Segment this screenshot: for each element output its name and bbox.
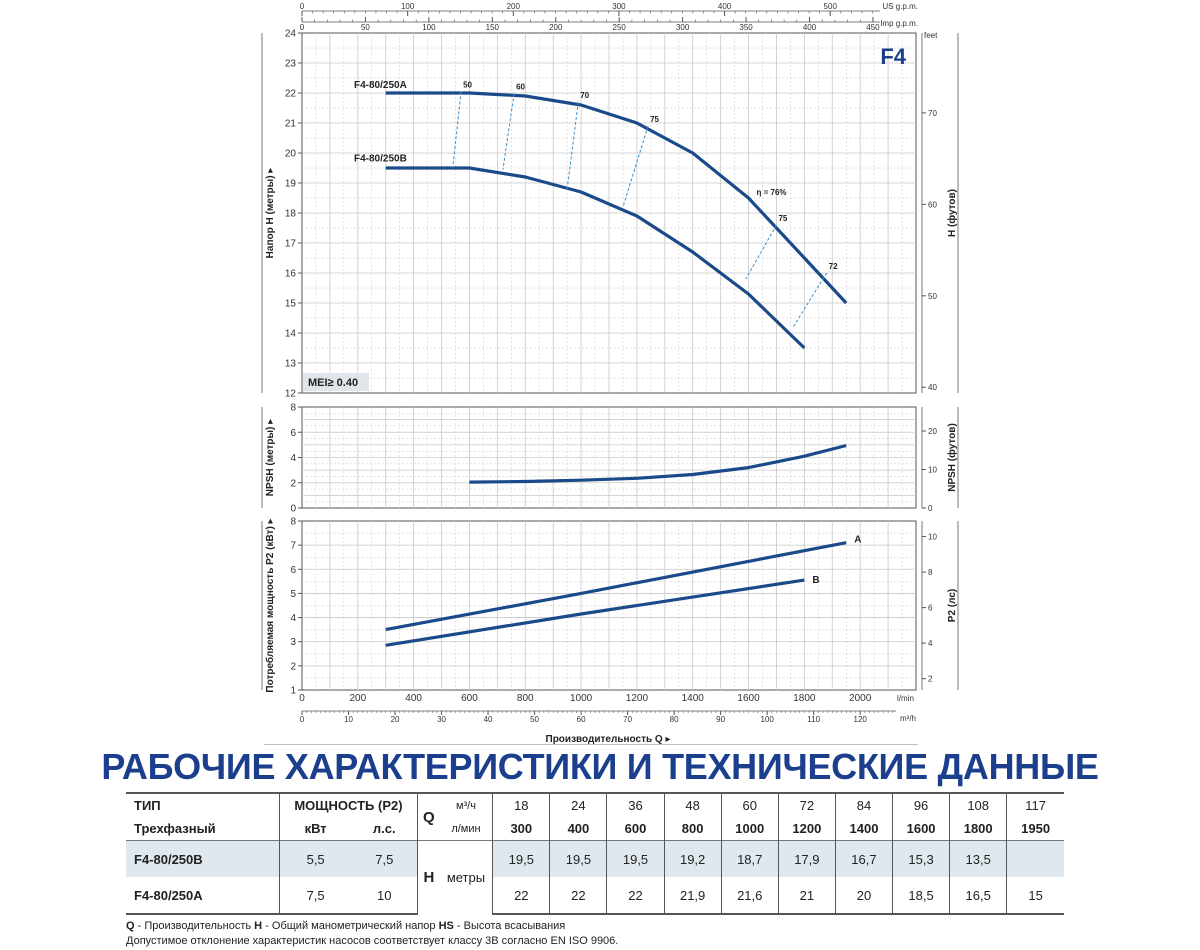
h-cell: 19,5 xyxy=(493,841,550,878)
x-axis-title: Производительность Q ▸ xyxy=(545,734,671,745)
type-header: ТИП xyxy=(126,793,279,817)
h-cell: 21,9 xyxy=(664,877,721,914)
y-tick-label: 5 xyxy=(290,588,296,600)
right-tick-label: 70 xyxy=(928,108,937,118)
legend-h-text: - Общий манометрический напор xyxy=(262,920,439,932)
impgpm-tick-label: 450 xyxy=(866,23,880,32)
y-tick-label: 6 xyxy=(290,564,296,576)
m3h-tick-label: 20 xyxy=(390,715,400,724)
q-lmin-cell: 1600 xyxy=(893,817,950,841)
y-axis-title: Напор H (метры) ▸ xyxy=(265,167,276,259)
h-cell: 19,2 xyxy=(664,841,721,878)
m3h-tick-label: 60 xyxy=(576,715,586,724)
h-cell: 18,7 xyxy=(721,841,778,878)
y-tick-label: 24 xyxy=(284,28,296,40)
y-tick-label: 6 xyxy=(290,427,296,439)
q-unit-lmin: л/мин xyxy=(440,817,493,841)
y-tick-label: 15 xyxy=(284,298,296,310)
series-label: A xyxy=(854,534,862,546)
y-tick-label: 20 xyxy=(284,148,296,160)
q-lmin-cell: 300 xyxy=(493,817,550,841)
usgpm-tick-label: 100 xyxy=(400,2,415,11)
y-tick-label: 22 xyxy=(284,88,296,100)
q-m3h-cell: 108 xyxy=(950,793,1007,817)
legend-line xyxy=(126,920,565,932)
impgpm-tick-label: 400 xyxy=(802,23,817,32)
h-cell: 22 xyxy=(607,877,664,914)
legend-q-key: Q xyxy=(126,920,135,932)
hp-header: л.с. xyxy=(351,817,417,841)
tolerance-note: Допустимое отклонение характеристик насосов соответствует классу 3B согласно EN ISO 9906. xyxy=(126,935,619,947)
q-m3h-cell: 48 xyxy=(664,793,721,817)
feet-unit: feet xyxy=(924,31,938,40)
m3h-tick-label: 50 xyxy=(530,715,540,724)
q-lmin-cell: 1200 xyxy=(778,817,835,841)
x-tick-label: 1800 xyxy=(793,693,816,704)
x-tick-label: 1400 xyxy=(681,693,704,704)
h-cell: 21,6 xyxy=(721,877,778,914)
usgpm-tick-label: 300 xyxy=(612,2,626,11)
usgpm-unit: US g.p.m. xyxy=(882,2,918,11)
efficiency-peak-label: η = 76% xyxy=(756,188,787,197)
x-tick-label: 2000 xyxy=(849,693,872,704)
y-tick-label: 23 xyxy=(284,58,296,70)
hp-cell: 10 xyxy=(351,877,417,914)
section-heading: РАБОЧИЕ ХАРАКТЕРИСТИКИ И ТЕХНИЧЕСКИЕ ДАННЫЕ xyxy=(101,746,1099,787)
h-cell: 21 xyxy=(778,877,835,914)
q-m3h-cell: 117 xyxy=(1007,793,1064,817)
right-tick-label: 20 xyxy=(928,427,937,437)
legend-hs-key: HS xyxy=(438,920,454,932)
m3h-tick-label: 70 xyxy=(623,715,633,724)
impgpm-unit: Imp g.p.m. xyxy=(880,19,918,28)
y-tick-label: 2 xyxy=(290,478,296,490)
y-tick-label: 4 xyxy=(290,613,296,625)
y-tick-label: 13 xyxy=(284,358,296,370)
right-tick-label: 50 xyxy=(928,291,937,301)
impgpm-tick-label: 250 xyxy=(612,23,626,32)
table-header-row-2 xyxy=(126,817,1064,841)
efficiency-label: 72 xyxy=(828,262,838,271)
y-tick-label: 2 xyxy=(290,661,296,673)
impgpm-tick-label: 100 xyxy=(422,23,436,32)
impgpm-tick-label: 350 xyxy=(739,23,753,32)
x-tick-label: 0 xyxy=(299,693,305,704)
q-m3h-cell: 18 xyxy=(493,793,550,817)
q-unit-m3h: м³/ч xyxy=(440,793,493,817)
series-label: B xyxy=(812,575,820,587)
x-tick-label: 1000 xyxy=(569,693,593,704)
q-lmin-cell: 1800 xyxy=(950,817,1007,841)
mei-label: MEI≥ 0.40 xyxy=(308,377,359,389)
series-label: F4-80/250B xyxy=(354,153,407,165)
series-label: F4-80/250A xyxy=(354,80,407,91)
y-axis-title: NPSH (метры) ▸ xyxy=(265,418,276,497)
usgpm-tick-label: 0 xyxy=(299,2,305,11)
badge: F4 xyxy=(880,44,906,69)
impgpm-tick-label: 0 xyxy=(299,23,305,32)
y-tick-label: 8 xyxy=(290,402,296,414)
q-m3h-cell: 24 xyxy=(550,793,607,817)
m3h-tick-label: 0 xyxy=(299,715,305,724)
q-m3h-cell: 96 xyxy=(893,793,950,817)
y-axis-right-title: NPSH (футов) xyxy=(947,423,958,492)
kw-cell: 7,5 xyxy=(279,877,351,914)
efficiency-label: 60 xyxy=(516,82,526,92)
kw-header: кВт xyxy=(304,821,327,836)
m3h-tick-label: 10 xyxy=(344,715,353,724)
y-tick-label: 4 xyxy=(290,453,296,464)
legend-hs-text: - Высота всасывания xyxy=(453,920,566,932)
q-lmin-cell: 1000 xyxy=(721,817,778,841)
efficiency-label: 75 xyxy=(650,115,659,124)
m3h-tick-label: 110 xyxy=(807,715,821,724)
right-tick-label: 8 xyxy=(928,568,933,578)
m3h-tick-label: 30 xyxy=(437,715,446,724)
y-tick-label: 17 xyxy=(284,238,296,250)
h-cell: 19,5 xyxy=(550,841,607,878)
y-tick-label: 1 xyxy=(290,685,296,697)
h-cell: 13,5 xyxy=(950,841,1007,878)
y-tick-label: 3 xyxy=(290,637,296,649)
y-tick-label: 0 xyxy=(290,503,296,515)
y-tick-label: 18 xyxy=(284,208,296,220)
usgpm-tick-label: 500 xyxy=(823,2,837,11)
y-axis-right-title: P2 (лс) xyxy=(947,588,958,623)
h-cell: 16,5 xyxy=(950,877,1007,914)
y-axis-title: Потребляемая мощность P2 (кВт) ▸ xyxy=(265,518,276,693)
h-letter: H xyxy=(418,841,440,915)
model-cell: F4-80/250A xyxy=(126,877,279,914)
h-cell: 22 xyxy=(550,877,607,914)
table-header-row-1 xyxy=(126,793,1064,817)
legend-h-key: H xyxy=(254,920,263,932)
x-tick-label: 1600 xyxy=(737,693,760,704)
m3h-unit: m³/h xyxy=(900,714,916,723)
right-tick-label: 0 xyxy=(928,504,933,513)
q-lmin-cell: 400 xyxy=(550,817,607,841)
phase-header: Трехфазный xyxy=(126,817,279,841)
right-tick-label: 6 xyxy=(928,603,933,613)
right-tick-label: 2 xyxy=(928,674,933,684)
x-tick-label: 400 xyxy=(405,693,422,704)
usgpm-tick-label: 400 xyxy=(717,2,732,11)
power-header: МОЩНОСТЬ (P2) xyxy=(279,793,417,817)
y-tick-label: 19 xyxy=(284,178,296,190)
y-tick-label: 16 xyxy=(284,268,296,280)
h-cell: 19,5 xyxy=(607,841,664,878)
right-tick-label: 40 xyxy=(928,383,937,393)
h-unit: метры xyxy=(440,841,493,915)
x-tick-label: 1200 xyxy=(625,693,649,704)
h-cell: 16,7 xyxy=(835,841,892,878)
h-cell xyxy=(1007,841,1064,878)
h-cell: 17,9 xyxy=(778,841,835,878)
model-cell: F4-80/250B xyxy=(126,841,279,878)
q-lmin-cell: 800 xyxy=(664,817,721,841)
y-tick-label: 8 xyxy=(290,516,296,528)
efficiency-label: 50 xyxy=(463,80,472,90)
technical-data-table xyxy=(126,792,1064,915)
right-tick-label: 10 xyxy=(928,532,937,542)
y-axis-right-title: H (футов) xyxy=(947,189,958,237)
right-tick-label: 10 xyxy=(928,465,937,475)
h-cell: 15 xyxy=(1007,877,1064,914)
m3h-tick-label: 80 xyxy=(669,715,679,724)
y-tick-label: 21 xyxy=(284,118,296,130)
impgpm-tick-label: 50 xyxy=(360,23,370,32)
efficiency-label: 75 xyxy=(778,214,788,223)
m3h-tick-label: 120 xyxy=(853,715,867,724)
hp-cell: 7,5 xyxy=(351,841,417,878)
y-tick-label: 12 xyxy=(284,388,296,400)
q-m3h-cell: 60 xyxy=(721,793,778,817)
q-m3h-cell: 36 xyxy=(607,793,664,817)
table-row xyxy=(126,841,1064,878)
q-letter: Q xyxy=(418,793,440,841)
q-m3h-cell: 84 xyxy=(835,793,892,817)
table-row xyxy=(126,877,1064,914)
h-cell: 20 xyxy=(835,877,892,914)
y-tick-label: 14 xyxy=(284,328,296,340)
lmin-unit: l/min xyxy=(897,694,914,703)
q-lmin-cell: 600 xyxy=(607,817,664,841)
legend-q-text: - Производительность xyxy=(134,920,255,932)
h-cell: 22 xyxy=(493,877,550,914)
impgpm-tick-label: 200 xyxy=(549,23,563,32)
y-tick-label: 7 xyxy=(290,540,296,552)
x-tick-label: 200 xyxy=(349,693,367,704)
impgpm-tick-label: 150 xyxy=(485,23,499,32)
q-lmin-cell: 1400 xyxy=(835,817,892,841)
h-cell: 18,5 xyxy=(893,877,950,914)
x-tick-label: 800 xyxy=(516,693,534,704)
right-tick-label: 4 xyxy=(928,639,933,649)
m3h-tick-label: 40 xyxy=(483,715,493,724)
q-lmin-cell: 1950 xyxy=(1021,821,1051,836)
m3h-tick-label: 90 xyxy=(716,715,726,724)
m3h-tick-label: 100 xyxy=(760,715,774,724)
right-tick-label: 60 xyxy=(928,200,937,210)
usgpm-tick-label: 200 xyxy=(506,2,520,11)
x-tick-label: 600 xyxy=(461,693,478,704)
impgpm-tick-label: 300 xyxy=(675,23,690,32)
q-m3h-cell: 72 xyxy=(778,793,835,817)
h-cell: 15,3 xyxy=(893,841,950,878)
kw-cell: 5,5 xyxy=(279,841,351,878)
efficiency-label: 70 xyxy=(580,91,590,100)
